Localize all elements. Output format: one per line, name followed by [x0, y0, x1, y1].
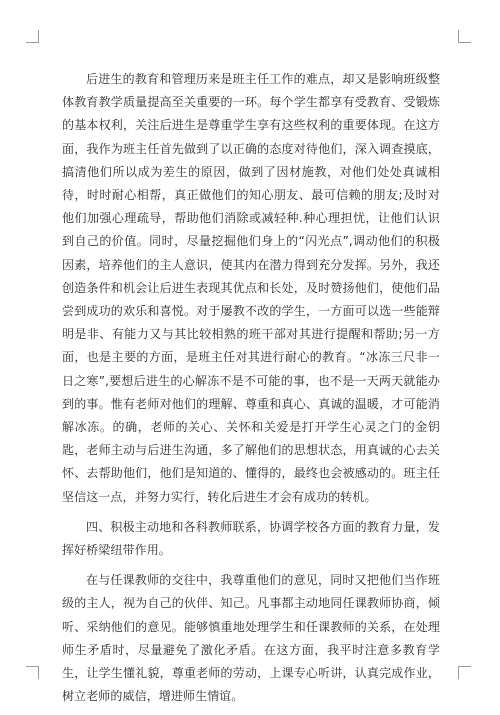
paragraph-section-four-heading: 四、积极主动地和各科教师联系，协调学校各方面的教育力量，发挥好桥梁纽带作用。	[62, 519, 440, 558]
crop-mark-top-left	[26, 30, 39, 43]
crop-mark-top-right	[458, 30, 471, 43]
paragraph-teacher-cooperation: 在与任课教师的交往中，我尊重他们的意见，同时又把他们当作班级的主人，视为自己的伙伴、知己。凡事都主动地同任课教师协商，倾听、采纳他们的意见。能够慎重地处理学生和任课教师的关系，在处理师生矛盾时，尽量避免了激化矛盾。在这方面，我平时注意多教育学生，让学生懂礼貌，尊重老师的劳动，上课专心听讲，认真完成作业，树立老师的威信，增进师生情谊。	[62, 573, 440, 704]
crop-mark-bottom-left	[26, 666, 39, 679]
paragraph-underachiever-education: 后进生的教育和管理历来是班主任工作的难点，却又是影响班级整体教育教学质量提高至关重要的一环。每个学生都享有受教育、受锻炼的基本权利，关注后进生是尊重学生享有这些权利的重要体现。在这方面，我作为班主任首先做到了以正确的态度对待他们，深入调查摸底，搞清他们所以成为差生的原因，做到了因材施教，对他们处处真诚相待，时时耐心相帮，真正做他们的知心朋友、最可信赖的朋友;及时对他们加强心理疏导，帮助他们消除或减轻种.种心理担忧，让他们认识到自己的价值。同时，尽量挖掘他们身上的“闪光点”,调动他们的积极因素，培养他们的主人意识，使其内在潜力得到充分发挥。另外，我还创造条件和机会让后进生表现其优点和长处，及时赞扬他们，使他们品尝到成功的欢乐和喜悦。对于屡教不改的学生，一方面可以选一些能辩明是非、有能力又与其比较相熟的班干部对其进行提醒和帮助;另一方面，也是主要的方面，是班主任对其进行耐心的教育。“冰冻三尺非一日之寒”,要想后进生的心解冻不是不可能的事，也不是一天两天就能办到的事。惟有老师对他们的理解、尊重和真心、真诚的温暖，才可能消解冰冻。的确，老师的关心、关怀和关爱是打开学生心灵之门的金钥匙，老师主动与后进生沟通，多了解他们的思想状态，用真诚的心去关怀、去帮助他们，他们是知道的、懂得的，最终也会被感动的。班主任坚信这一点，并努力实行，转化后进生才会有成功的转机。	[62, 72, 440, 504]
crop-mark-bottom-right	[458, 666, 471, 679]
document-body	[62, 68, 440, 715]
